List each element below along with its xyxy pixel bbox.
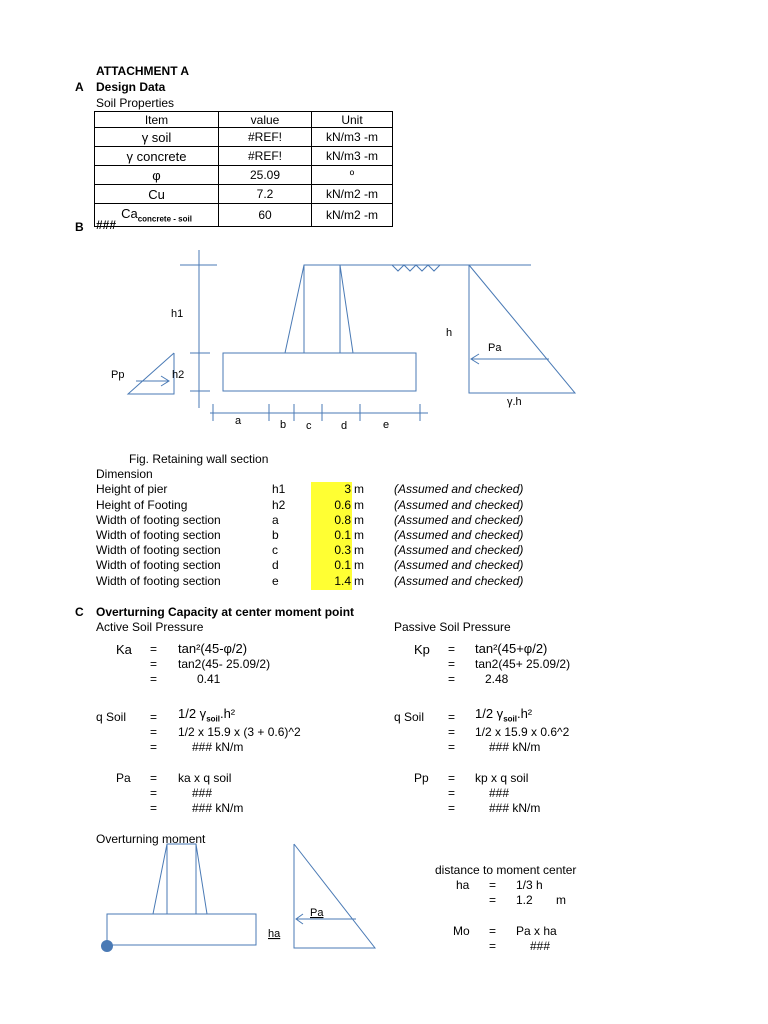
table-cell-unit: kN/m2 -m [312,185,393,204]
equals-sign: = [448,725,456,739]
dim-note: (Assumed and checked) [394,482,524,496]
equals-sign: = [489,893,497,907]
figure-caption: Fig. Retaining wall section [129,452,269,466]
qsoil-label: q Soil [96,710,127,724]
table-cell-item: Cu [95,185,219,204]
pp-formula: kp x q soil [475,771,529,785]
equals-sign: = [150,771,158,785]
pressure-triangle-small [294,844,375,948]
overturning-figure [0,830,768,970]
dim-note: (Assumed and checked) [394,528,524,542]
dim-value: 0.1 [334,528,351,542]
dim-note: (Assumed and checked) [394,498,524,512]
label-h1: h1 [171,308,184,320]
table-cell-item: φ [95,166,219,185]
equals-sign: = [448,801,456,815]
label-pa-small: Pa [310,907,324,919]
mo-label: Mo [453,924,470,938]
footing-rect-small [107,914,256,945]
kp-substitution: tan2(45+ 25.09/2) [475,657,571,671]
table-cell-item: γ concrete [95,147,219,166]
table-cell-value: #REF! [219,128,312,147]
label-e: e [383,419,390,431]
label-c: c [306,420,312,432]
col-header-item: Item [95,112,219,128]
pp-result: ### kN/m [489,801,541,815]
table-cell-unit: º [312,166,393,185]
equals-sign: = [150,801,158,815]
table-cell-unit: kN/m3 -m [312,128,393,147]
kp-formula: tan²(45+φ/2) [475,641,548,656]
qsoil-substitution: 1/2 x 15.9 x (3 + 0.6)^2 [178,725,301,739]
dim-value: 0.3 [334,543,351,557]
equals-sign: = [150,657,158,671]
ka-label: Ka [116,642,132,657]
dim-note: (Assumed and checked) [394,558,524,572]
passive-soil-title: Passive Soil Pressure [394,620,511,634]
section-b-letter: B [75,220,84,234]
dim-value: 0.6 [334,498,351,512]
equals-sign: = [489,878,497,892]
dim-name: Width of footing section [96,543,221,557]
dim-name: Width of footing section [96,574,221,588]
distance-title: distance to moment center [435,863,577,877]
ka-result: 0.41 [197,672,221,686]
equals-sign: = [448,786,456,800]
soil-properties-label: Soil Properties [96,96,175,110]
equals-sign: = [448,740,456,754]
dim-name: Height of pier [96,482,168,496]
dim-symbol: b [272,528,279,542]
pa-result: ### kN/m [192,801,244,815]
dim-unit: m [354,498,364,512]
dim-value: 1.4 [334,574,351,588]
dim-note: (Assumed and checked) [394,513,524,527]
pier-outline-small [153,844,207,914]
dim-value: 0.8 [334,513,351,527]
active-pressure-triangle [469,265,575,393]
dim-unit: m [354,558,364,572]
ca-subscript: concrete - soil [137,214,192,224]
equals-sign: = [448,657,456,671]
section-a-title: Design Data [96,80,166,94]
dim-unit: m [354,528,364,542]
dim-name: Width of footing section [96,558,221,572]
equals-sign: = [448,771,456,785]
label-pp: Pp [111,369,125,381]
equals-sign: = [489,924,497,938]
ha-label: ha [456,878,470,892]
document-title: ATTACHMENT A [96,64,190,78]
dim-symbol: c [272,543,278,557]
pier-outline [285,265,353,353]
active-soil-title: Active Soil Pressure [96,620,204,634]
pp-label: Pp [414,771,429,785]
table-cell-value: 60 [219,204,312,227]
ka-formula: tan²(45-φ/2) [178,641,248,656]
qsoil-substitution: 1/2 x 15.9 x 0.6^2 [475,725,570,739]
equals-sign: = [150,725,158,739]
dim-symbol: d [272,558,279,572]
label-ha: ha [268,928,281,940]
ha-value: 1.2 [516,893,533,907]
table-cell-item: γ soil [95,128,219,147]
dim-name: Width of footing section [96,513,221,527]
equals-sign: = [448,672,456,686]
retaining-wall-figure [0,0,768,440]
moment-point [101,940,113,952]
section-c-title: Overturning Capacity at center moment point [96,605,355,619]
ka-substitution: tan2(45- 25.09/2) [178,657,271,671]
mo-formula: Pa x ha [516,924,557,938]
pa-formula: ka x q soil [178,771,232,785]
overturning-title: Overturning moment [96,832,206,846]
label-d: d [341,420,348,432]
equals-sign: = [448,710,456,724]
label-h2: h2 [172,369,185,381]
qsoil-result: ### kN/m [489,740,541,754]
dim-value: 0.1 [334,558,351,572]
section-a-letter: A [75,80,84,94]
dim-symbol: a [272,513,279,527]
label-b: b [280,419,287,431]
table-cell-unit: kN/m3 -m [312,147,393,166]
dim-name: Height of Footing [96,498,188,512]
label-a: a [235,415,242,427]
pa-label: Pa [116,771,131,785]
equals-sign: = [150,786,158,800]
dim-unit: m [354,574,364,588]
section-c-letter: C [75,605,84,619]
label-h: h [446,327,453,339]
equals-sign: = [150,740,158,754]
table-cell-value: 25.09 [219,166,312,185]
dim-symbol: h2 [272,498,286,512]
dim-note: (Assumed and checked) [394,543,524,557]
mo-value: ### [530,939,551,953]
ca-main: Ca [121,206,138,222]
ha-unit: m [556,893,566,907]
equals-sign: = [150,710,158,724]
dim-symbol: h1 [272,482,286,496]
equals-sign: = [150,672,158,686]
col-header-unit: Unit [312,112,393,128]
dim-unit: m [354,482,364,496]
dim-unit: m [354,543,364,557]
section-b-title: ### [96,218,117,232]
table-cell-value: 7.2 [219,185,312,204]
dim-value: 3 [344,482,351,496]
pa-substitution: ### [192,786,213,800]
dim-note: (Assumed and checked) [394,574,524,588]
label-pa: Pa [488,342,502,354]
table-cell-unit: kN/m2 -m [312,204,393,227]
grass-marks [392,265,440,271]
col-header-value: value [219,112,312,128]
dimension-title: Dimension [96,467,153,481]
dim-name: Width of footing section [96,528,221,542]
kp-result: 2.48 [485,672,509,686]
qsoil-formula: 1/2 $\gamma_{soil}.h^2$ [178,706,236,724]
qsoil-label: q Soil [394,710,425,724]
kp-label: Kp [414,642,430,657]
dim-unit: m [354,513,364,527]
equals-sign: = [489,939,497,953]
equals-sign: = [150,642,158,656]
qsoil-result: ### kN/m [192,740,244,754]
table-cell-value: #REF! [219,147,312,166]
dim-symbol: e [272,574,279,588]
ha-formula: 1/3 h [516,878,543,892]
pp-substitution: ### [489,786,510,800]
equals-sign: = [448,642,456,656]
passive-pressure-triangle [128,353,174,394]
label-gamma-h: γ.h [507,396,522,408]
qsoil-formula: 1/2 $\gamma_{soil}.h^2$ [475,706,533,724]
footing-rect [223,353,416,391]
